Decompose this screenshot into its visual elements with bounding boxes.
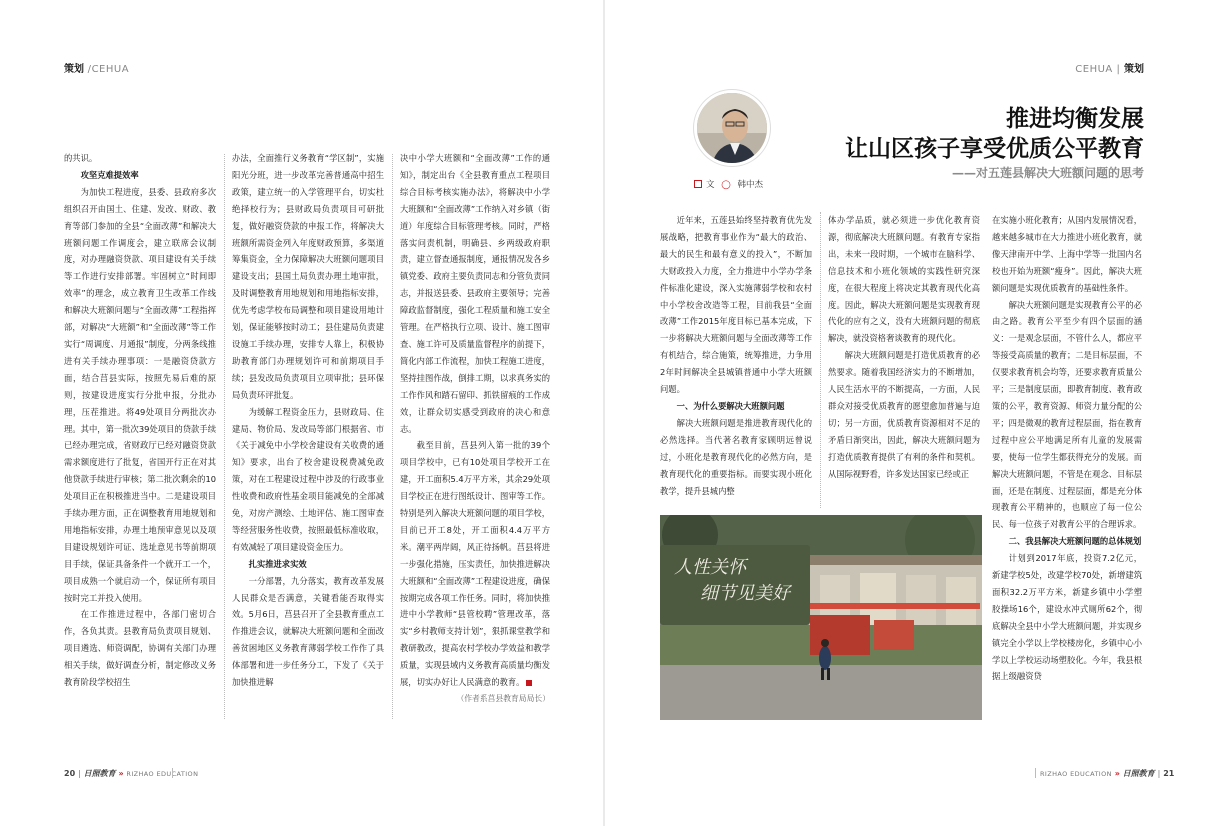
- paragraph: 解决大班额问题是实现教育公平的必由之路。教育公平至少有四个层面的涵义：一是观念层面，不管什么人，都应平等接受高质量的教育；二是目标层面，不仅要求教育机会均等，还要求教育质量公平；三是制度层面，即教育制度、教育政策的公平，教育资源、师资力量分配的公平；四是微观的教育过程层面，指在教育过程中应公平地满足所有儿童的发展需要，使每一位学生都获得充分的发展。而解决大班额问题，不管是在观念、目标层面，还是在制度、过程层面，都是充分体现教育公平精神的，也顺应了每一位公民、每一位孩子对教育公平的合理诉求。: [992, 299, 1142, 530]
- paragraph: 在实施小班化教育；从国内发展情况看，越来越多城市在大力推进小班化教育，就像天津南开中学、上海中学等一批国内名校也开始为班额“瘦身”。因此，解决大班额问题是实现优质教育的基础性条件。: [992, 215, 1142, 293]
- paragraph: 解决大班额问题是打造优质教育的必然要求。随着我国经济实力的不断增加，人民生活水平的不断提高，一方面，人民群众对接受优质教育的愿望愈加普遍与迫切；另一方面，优质教育资源相对不足的矛盾日渐突出，因此，解决大班额问题为打造优质教育提供了有利的条件和契机。从国际视野看，许多发达国家已经或正: [828, 350, 980, 479]
- paragraph: 体办学品质，就必须进一步优化教育资源，彻底解决大班额问题。有教育专家指出，未来一段时期，一个城市在脑科学、信息技术和小班化领域的实践性研究深度，在很大程度上将决定其教育现代化高度。因此，解决大班额问题是实现教育现代化的应有之义，没有大班额问题的彻底解决，就没资格奢谈教育的现代化。: [828, 215, 980, 344]
- section-heading: 扎实推进求实效: [248, 558, 307, 569]
- right-header: CEHUA | 策划: [1075, 64, 1144, 75]
- section-label-en-right: CEHUA: [1075, 64, 1113, 75]
- right-column-2: [828, 212, 980, 508]
- article-subtitle: ——对五莲县解决大班额问题的思考: [951, 166, 1144, 180]
- left-column-2: [232, 150, 384, 725]
- paragraph: 截至目前，莒县列入第一批的39个项目学校中，已有10处项目学校开工在建，开工面积5.4万平方米，其余29处项目学校正在进行图纸设计、图审等工作。特别是列入解决大班额问题的项目学校，目前已开工8处，开工面积4.4万平方米。潮平两岸阔，风正待扬帆。莒县将进一步强化措施，压实责任，加快推进解决大班额和“全面改薄”工程建设进度，确保按期完成各项工作任务。同时，将加快推进中小学教师“县管校聘”管理改革，落实“乡村教师支持计划”，狠抓课堂教学和教研教改，提高农村学校办学效益和教学质量，实现县域内义务教育高质量均衡发展，切实办好让人民满意的教育。: [400, 440, 550, 688]
- left-column-1: [64, 150, 216, 725]
- page-number-right: 21: [1163, 769, 1175, 778]
- paragraph: 解决大班额问题是推进教育现代化的必然选择。当代著名教育家顾明远曾说过，小班化是教育现代化的必然方向，是教育现代化的重要指标。而要实现小班化教学，提升县城内整: [660, 417, 812, 496]
- photo-caption-2: 细节见美好: [700, 583, 790, 604]
- paragraph: 为缓解工程资金压力，县财政局、住建局、物价局、发改局等部门根据省、市《关于减免中小学校舍建设有关收费的通知》要求，出台了校舍建设税费减免政策，对在工程建设过程中涉及的行政事业性收费和政府性基金项目能减免的全部减免，对房产测绘、土地评估、施工图审查等经营服务性收费，按照最低标准收取，有效减轻了项目建设资金压力。: [232, 406, 384, 552]
- section-label: 策划: [64, 64, 84, 75]
- page-spine: [603, 0, 605, 826]
- paragraph: 一分部署，九分落实，教育改革发展人民群众是否满意，关键看能否取得实效。5月6日，莒县召开了全县教育重点工作推进会议，就解决大班额问题和全面改善贫困地区义务教育薄弱学校工作作了具体部署和进一步任务分工，下发了《关于加快推进解: [232, 575, 384, 688]
- square-icon: [694, 180, 702, 188]
- magazine-name-en: RIZHAO EDUCATION: [126, 770, 199, 778]
- section-heading: 一、为什么要解决大班额问题: [676, 400, 785, 411]
- right-column-3: [992, 212, 1142, 740]
- section-heading: 攻坚克难提效率: [80, 169, 139, 180]
- paragraph: 在工作推进过程中，各部门密切合作，各负其责。县教育局负责项目规划、项目遴选、师资调配，协调有关部门办理相关手续，做好调查分析，制定修改义务教育阶段学校招生: [64, 609, 216, 688]
- author-photo: [694, 90, 770, 166]
- right-column-1: [660, 212, 812, 508]
- page-number: 20: [64, 769, 76, 778]
- author-name: 韩中杰: [737, 180, 763, 190]
- campus-photo: [660, 515, 982, 720]
- end-mark-icon: [526, 680, 532, 686]
- paragraph: 决中小学大班额和“全面改薄”工作的通知》，制定出台《全县教育重点工程项目综合目标考核实施办法》，将解决中小学大班额和“全面改薄”工作纳入对乡镇（街道）年度综合目标管理考核。同时，严格落实问责机制，明确县、乡两级政府职责，建立督查通报制度，通报情况发各乡镇党委、政府主要负责同志和分管负责同志，并报送县委、县政府主要领导；完善障政监督制度，强化工程质量和施工安全管理。在严格执行立项、设计、施工图审查、施工许可及质量监督程序的前提下，简化内部工作流程，加快工程施工进度，坚持挂图作战，倒排工期，以求真务实的工作作风和踏石留印、抓铁留痕的工作成效，让群众切实感受到政府的决心和意志。: [400, 153, 550, 434]
- paragraph: 办法，全面推行义务教育“学区制”，实施阳光分班，进一步改革完善普通高中招生政策，建立统一的入学管理平台，切实杜绝择校行为；县财政局负责项目可研批复，做好融资贷款的申报工作，将解决大班额所需资金列入年度财政预算，多渠道筹集资金，全力保障解决大班额问题项目建设支出；县国土局负责办理土地审批，及时调整教育用地规划和用地指标安排，优先考虑学校布局调整和项目建设用地计划，保证能够按时动工；县住建局负责建设施工手续办理，安排专人靠上，积极协助教育部门办理规划许可和前期项目手续；县发改局负责项目立项审批；县环保局负责环评批复。: [232, 153, 384, 400]
- left-footer: 20 | 日照教育 » RIZHAO EDUCATION: [64, 769, 199, 778]
- left-header: 策划 /CEHUA: [64, 64, 130, 75]
- article-title-line2: 让山区孩子享受优质公平教育: [845, 136, 1144, 162]
- magazine-logo-right: 日照教育: [1122, 769, 1155, 778]
- section-label-right: 策划: [1124, 64, 1144, 75]
- paragraph: 近年来，五莲县始终坚持教育优先发展战略，把教育事业作为“最大的政治、最大的民生和最有意义的投入”，不断加大财政投入力度，全力推进中小学办学条件标准化建设，深入实施薄弱学校和农村中小学校舍改造等工程，目前我县“全面改薄”工作2015年度目标已基本完成，下一步将解决大班额问题与全面改薄等工作有机结合，综合施策，统筹推进，力争用2年时间解决全县城镇普通中小学大班额问题。: [660, 215, 812, 395]
- article-title-line1: 推进均衡发展: [1006, 106, 1144, 132]
- section-label-en: CEHUA: [91, 64, 130, 75]
- section-heading: 二、我县解决大班额问题的总体规划: [1008, 536, 1142, 547]
- left-column-3: [400, 150, 550, 740]
- magazine-logo: 日照教育: [83, 769, 116, 778]
- paragraph: 的共识。: [64, 153, 98, 163]
- magazine-name-en-right: RIZHAO EDUCATION: [1040, 770, 1112, 778]
- right-footer: RIZHAO EDUCATION » 日照教育 | 21: [1040, 769, 1175, 778]
- photo-caption-1: 人性关怀: [674, 557, 746, 578]
- paragraph: 为加快工程进度，县委、县政府多次组织召开由国土、住建、发改、财政、教育等部门参加的全县“全面改薄”和解决大班额问题工作调度会，建立联席会议制度，对办理融资贷款、项目建设有关手续等工作进行安排部署。牢固树立“时间即效率”的理念，成立教育卫生改革工作线和解决大班额问题与“全面改薄”工程指挥部，对解决“大班额”和“全面改薄”等工作实行“周调度、月通报”制度，分两条线推进有关手续办理事项：一是融资贷款方面，结合莒县实际，按照先易后难的原则，按建设进度实行分批申报，分批办理，压茬推进。将49处项目分两批次办理。其中，第一批次39处项目的贷款手续已经办理完成，省财政厅已经对融资贷款需求额度进行了批复，省国开行正在对其他贷款手续进行审核；第二批次剩余的10处项目正在积极推进当中。二是建设项目手续办理方面，正在调整教育用地规划和用地指标安排，办理土地预审意见以及项目建设规划许可证、选址意见书等前期项目手续，保证具备条件一个就开工一个，项目成熟一个就启动一个，保证所有项目按时完工并投入使用。: [64, 186, 216, 603]
- author-label: 文: [706, 180, 715, 190]
- paragraph: 计划到2017年底，投资7.2亿元，新建学校5处，改建学校70处，新增建筑面积32.2万平方米，新建乡镇中小学塑胶操场16个，建设水冲式厕所62个，彻底解决全县中小学大班额问题，并实现乡镇完全小学以上学校楼房化，乡镇中心小学以上学校运动场塑胶化。今年，我县根据上级融资贷: [992, 553, 1142, 682]
- author-line: 文 ◯ 韩中杰: [694, 178, 763, 190]
- author-byline: （作者系莒县教育局局长）: [456, 694, 550, 703]
